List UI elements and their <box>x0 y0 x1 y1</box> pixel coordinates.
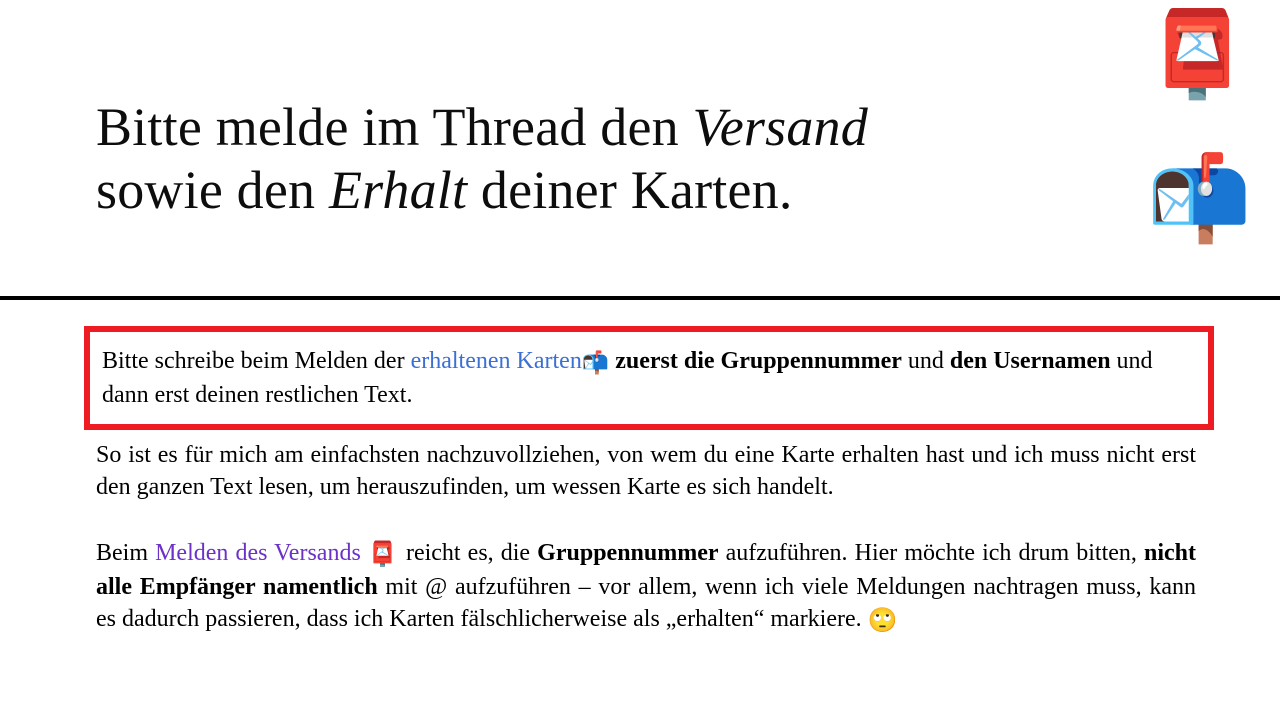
title-line2-post: deiner Karten. <box>467 160 793 221</box>
face-with-rolling-eyes-icon: 🙄 <box>867 607 898 634</box>
callout-bold-username: den Usernamen <box>949 348 1111 374</box>
callout-link-received-cards[interactable]: erhaltenen Karten <box>410 348 582 374</box>
callout-seg7: und dann erst deinen restlichen Text. <box>102 348 1153 409</box>
p2-seg6: aufzuführen. Hier möchte ich drum bitten, <box>718 540 1144 567</box>
title-line2-emphasis: Erhalt <box>328 160 468 221</box>
postbox-icon: 📮 <box>1145 9 1250 102</box>
title-line2-pre: sowie den <box>96 160 329 221</box>
p2-bold-no-names: nicht alle Empfänger namentlich <box>96 540 1197 601</box>
page-title <box>96 96 1126 222</box>
p2-seg8: mit @ aufzuführen – vor allem, wenn ich viele Meldungen nachtragen muss, kann es dadurch passieren, dass ich Karten fälschlicherweise als „erhalten“ markiere. <box>96 574 1196 632</box>
callout-bold-group-number: zuerst die Gruppennummer <box>609 348 902 374</box>
p2-link-report-shipping[interactable]: Melden des Versands <box>155 540 361 567</box>
highlighted-callout <box>84 326 1214 430</box>
p2-seg1: Beim <box>96 540 156 567</box>
title-line1-emphasis: Versand <box>692 97 868 157</box>
paragraph-reasoning: So ist es für mich am einfachsten nachzuvollziehen, von wem du eine Karte erhalten hast und ich muss nicht erst den ganzen Text lesen, um herauszufinden, um wessen Karte es sich handelt. <box>96 442 1196 501</box>
title-line1-pre: Bitte melde im Thread den <box>96 97 693 157</box>
mailbox-with-mail-icon-inline: 📬 <box>581 350 610 375</box>
callout-seg1: Bitte schreibe beim Melden der <box>102 348 411 374</box>
postbox-icon-inline: 📮 <box>367 542 399 569</box>
paragraph-shipping <box>96 538 1196 638</box>
body-content <box>0 300 1280 638</box>
callout-text <box>102 344 1194 412</box>
mailbox-with-mail-icon: 📬 <box>1147 153 1252 246</box>
p2-bold-group-number: Gruppennummer <box>537 540 719 567</box>
header-section <box>0 0 1280 298</box>
callout-seg5: und <box>901 348 950 374</box>
p2-seg4: reicht es, die <box>398 540 538 567</box>
